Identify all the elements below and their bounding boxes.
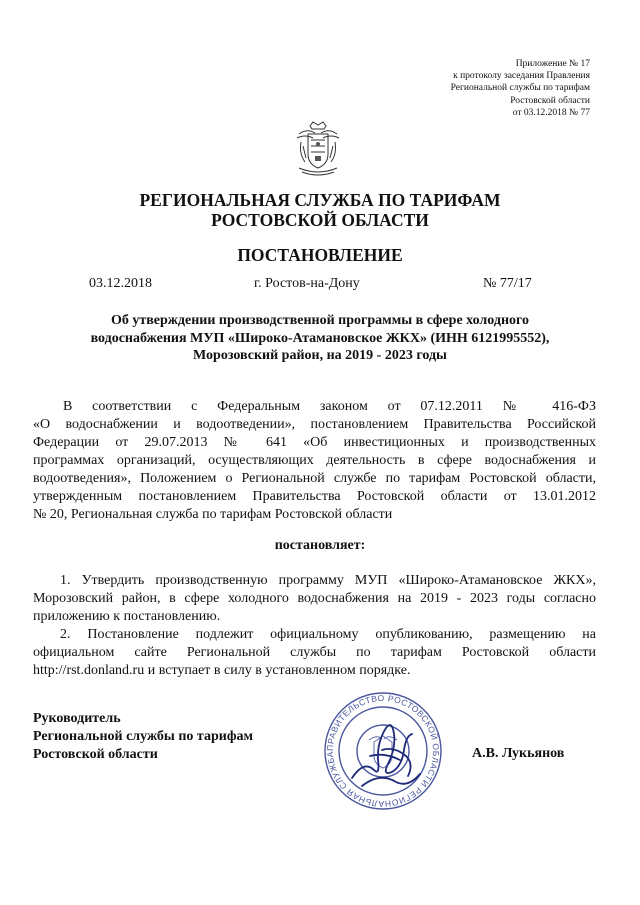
seal-text: ПРАВИТЕЛЬСТВО РОСТОВСКОЙ ОБЛАСТИ РЕГИОНАЛЬНАЯ СЛУЖБА <box>324 692 442 810</box>
appendix-note <box>451 58 590 119</box>
official-seal-icon <box>322 690 444 812</box>
appendix-line: Региональной службы по тарифам <box>450 83 590 94</box>
signer-title-line: Руководитель <box>33 711 121 726</box>
appendix-line: к протоколу заседания Правления <box>453 71 590 82</box>
signer-title-line: Ростовской области <box>33 747 158 762</box>
organization-title: РОСТОВСКОЙ ОБЛАСТИ <box>211 210 429 230</box>
organization-title: РЕГИОНАЛЬНАЯ СЛУЖБА ПО ТАРИФАМ <box>139 190 501 210</box>
preamble-line: водоотведения», Положением о Региональной службе по тарифам Ростовской области, <box>33 471 596 486</box>
document-city: г. Ростов-на-Дону <box>254 276 360 291</box>
preamble-line: № 20, Региональная служба по тарифам Ростовской области <box>33 507 393 522</box>
subject-line: Морозовский район, на 2019 - 2023 годы <box>193 348 447 363</box>
appendix-line: Приложение № 17 <box>515 59 590 69</box>
preamble-line: Федерации от 29.07.2013 № 641 «Об инвестиционных и производственных <box>33 435 596 450</box>
item-line: Морозовский район, в сфере холодного водоснабжения на 2019 - 2023 годы согласно <box>33 591 596 606</box>
preamble-line: «О водоснабжении и водоотведении», постановлением Правительства Российской <box>33 417 596 432</box>
item-line: приложению к постановлению. <box>33 609 221 624</box>
preamble-line: В соответствии с Федеральным законом от 07.12.2011 № 416-ФЗ <box>63 399 596 414</box>
coat-of-arms-icon <box>293 120 343 178</box>
signer-title <box>33 710 253 764</box>
signer-title-line: Региональной службы по тарифам <box>33 729 254 744</box>
preamble-line: программах организаций, осуществляющих деятельность в сфере водоснабжения и <box>33 453 596 468</box>
item-line: http://rst.donland.ru и вступает в силу в установленном порядке. <box>33 663 411 678</box>
decree-word: постановляет: <box>274 538 366 553</box>
item-line: 2. Постановление подлежит официальному опубликованию, размещению на <box>60 627 596 642</box>
appendix-line: Ростовской области <box>510 95 590 106</box>
signer-name: А.В. Лукьянов <box>472 746 565 761</box>
preamble-line: утвержденным постановлением Правительства Ростовской области от 13.01.2012 <box>33 489 596 504</box>
item-line: 1. Утвердить производственную программу МУП «Широко-Атамановское ЖКХ», <box>60 573 596 588</box>
subject-line: водоснабжения МУП «Широко-Атамановское ЖКХ» (ИНН 6121995552), <box>90 330 550 346</box>
item-line: официальном сайте Региональной службы по тарифам Ростовской области <box>33 645 596 660</box>
document-type: ПОСТАНОВЛЕНИЕ <box>237 245 403 265</box>
appendix-line: от 03.12.2018 № 77 <box>512 107 590 118</box>
document-date: 03.12.2018 <box>89 276 152 291</box>
subject-line: Об утверждении производственной программы в сфере холодного <box>110 313 530 328</box>
document-subject <box>60 312 580 365</box>
document-number: № 77/17 <box>483 276 532 291</box>
